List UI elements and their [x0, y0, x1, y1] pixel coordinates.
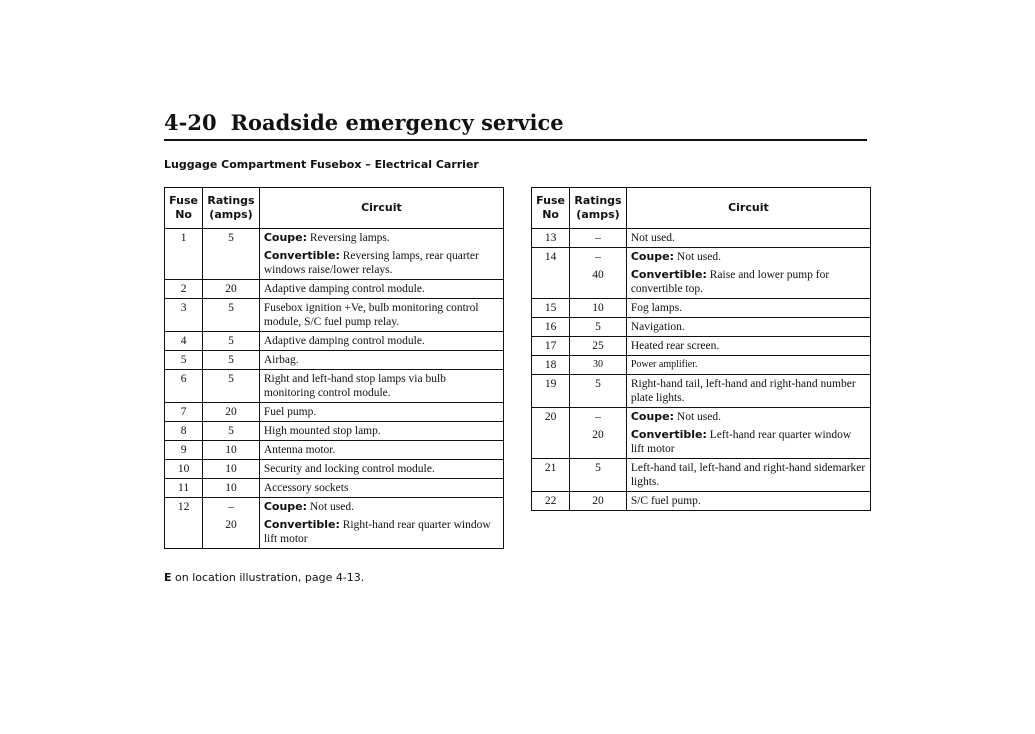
- table-row: [532, 299, 871, 318]
- circuit-description: Security and locking control module.: [263, 463, 435, 475]
- circuit-description: Fog lamps.: [630, 302, 682, 314]
- fuse-number-cell: 14: [532, 248, 570, 299]
- table-row: [532, 408, 871, 459]
- fuse-number-cell: 4: [165, 332, 203, 351]
- circuit-entry: [631, 301, 866, 315]
- circuit-cell: [259, 403, 503, 422]
- fuse-number-cell: 18: [532, 356, 570, 375]
- circuit-description: Not used.: [630, 232, 675, 244]
- circuit-description: Power amplifier.: [630, 359, 698, 370]
- circuit-cell: [626, 375, 870, 408]
- rating-value: –: [595, 411, 601, 423]
- circuit-entry: [631, 339, 866, 353]
- circuit-description: Accessory sockets: [263, 482, 349, 494]
- circuit-description: Adaptive damping control module.: [263, 335, 425, 347]
- circuit-cell: [259, 370, 503, 403]
- circuit-entry: [264, 500, 499, 514]
- rating-cell: [203, 441, 260, 460]
- circuit-description: Left-hand rear quarter window lift motor: [630, 429, 852, 455]
- circuit-entry: [631, 320, 866, 334]
- rating-cell: [203, 299, 260, 332]
- fuse-number-cell: 3: [165, 299, 203, 332]
- fuse-number-cell: 19: [532, 375, 570, 408]
- rating-value: 30: [592, 359, 603, 370]
- rating-cell: [570, 337, 627, 356]
- circuit-description: Left-hand tail, left-hand and right-hand sidemarker lights.: [630, 462, 866, 488]
- table-row: [165, 332, 504, 351]
- col-circuit: Circuit: [259, 188, 503, 229]
- fuse-number-cell: 13: [532, 229, 570, 248]
- variant-label: Convertible:: [630, 428, 707, 441]
- circuit-description: Airbag.: [263, 354, 299, 366]
- rating-value: 5: [595, 462, 601, 474]
- circuit-cell: [626, 337, 870, 356]
- rating-cell: [570, 299, 627, 318]
- circuit-description: Reversing lamps.: [307, 232, 390, 244]
- circuit-description: Right-hand tail, left-hand and right-hand number plate lights.: [630, 378, 856, 404]
- circuit-cell: [626, 299, 870, 318]
- circuit-entry: [264, 249, 499, 277]
- rating-cell: [203, 280, 260, 299]
- rating-cell: [203, 370, 260, 403]
- circuit-entry: [264, 405, 499, 419]
- table-row: [165, 299, 504, 332]
- circuit-entry: [631, 377, 866, 405]
- table-row: [532, 318, 871, 337]
- circuit-cell: [259, 299, 503, 332]
- fuse-number-cell: 10: [165, 460, 203, 479]
- fuse-number-cell: 16: [532, 318, 570, 337]
- circuit-description: Fuel pump.: [263, 406, 317, 418]
- variant-label: Convertible:: [263, 518, 340, 531]
- rating-cell: [203, 351, 260, 370]
- col-fuse-no: Fuse No: [165, 188, 203, 229]
- circuit-description: High mounted stop lamp.: [263, 425, 381, 437]
- circuit-cell: [259, 280, 503, 299]
- table-row: [165, 479, 504, 498]
- rating-value: 5: [228, 302, 234, 314]
- circuit-entry: [264, 424, 499, 438]
- rating-value: 10: [592, 302, 604, 314]
- rating-value: –: [595, 232, 601, 244]
- fuse-table-left: [164, 187, 504, 549]
- circuit-cell: [626, 459, 870, 492]
- rating-cell: [570, 356, 627, 375]
- rating-value: 20: [225, 519, 237, 531]
- variant-label: Convertible:: [263, 249, 340, 262]
- section-number: 4-20: [164, 110, 217, 135]
- circuit-cell: [626, 318, 870, 337]
- table-header-row: [165, 188, 504, 229]
- page-header: [164, 110, 867, 141]
- circuit-entry: [631, 268, 866, 296]
- fuse-number-cell: 9: [165, 441, 203, 460]
- rating-value: 20: [592, 495, 604, 507]
- rating-value: –: [595, 251, 601, 263]
- footnote: [164, 571, 364, 584]
- circuit-entry: [264, 443, 499, 457]
- circuit-entry: [631, 461, 866, 489]
- circuit-description: Not used.: [674, 251, 721, 263]
- circuit-cell: [259, 498, 503, 549]
- circuit-cell: [626, 248, 870, 299]
- rating-value: 10: [225, 463, 237, 475]
- circuit-entry: [264, 282, 499, 296]
- rating-cell: [570, 459, 627, 492]
- rating-value: 5: [595, 378, 601, 390]
- table-row: [165, 403, 504, 422]
- circuit-entry: [264, 462, 499, 476]
- page-title: Roadside emergency service: [230, 110, 564, 135]
- circuit-description: Raise and lower pump for convertible top.: [630, 269, 830, 295]
- fuse-number-cell: 2: [165, 280, 203, 299]
- circuit-description: Fusebox ignition +Ve, bulb monitoring control module, S/C fuel pump relay.: [263, 302, 479, 328]
- circuit-cell: [259, 460, 503, 479]
- circuit-cell: [626, 492, 870, 511]
- table-caption: Luggage Compartment Fusebox – Electrical Carrier: [164, 158, 479, 171]
- rating-value: 40: [592, 269, 604, 281]
- rating-cell: [203, 229, 260, 280]
- circuit-description: Reversing lamps, rear quarter windows raise/lower relays.: [263, 250, 479, 276]
- circuit-entry: [264, 481, 499, 495]
- rating-cell: [570, 408, 627, 459]
- circuit-cell: [259, 332, 503, 351]
- variant-label: Coupe:: [630, 410, 675, 423]
- circuit-entry: [631, 358, 866, 372]
- table-row: [165, 460, 504, 479]
- rating-value: 5: [228, 425, 234, 437]
- fuse-number-cell: 5: [165, 351, 203, 370]
- table-row: [165, 422, 504, 441]
- circuit-description: Adaptive damping control module.: [263, 283, 425, 295]
- fuse-number-cell: 7: [165, 403, 203, 422]
- fuse-number-cell: 15: [532, 299, 570, 318]
- fuse-number-cell: 8: [165, 422, 203, 441]
- location-marker: E: [164, 571, 172, 584]
- circuit-entry: [631, 231, 866, 245]
- rating-value: 25: [592, 340, 604, 352]
- circuit-description: Right-hand rear quarter window lift motor: [263, 519, 491, 545]
- fuse-number-cell: 1: [165, 229, 203, 280]
- rating-value: 5: [228, 335, 234, 347]
- circuit-cell: [259, 441, 503, 460]
- rating-value: 20: [225, 406, 237, 418]
- fuse-number-cell: 12: [165, 498, 203, 549]
- rating-value: 10: [225, 482, 237, 494]
- variant-label: Coupe:: [630, 250, 675, 263]
- rating-value: 5: [595, 321, 601, 333]
- rating-cell: [203, 460, 260, 479]
- circuit-entry: [631, 410, 866, 424]
- circuit-entry: [264, 231, 499, 245]
- circuit-entry: [264, 334, 499, 348]
- rating-cell: [203, 422, 260, 441]
- table-row: [165, 351, 504, 370]
- col-ratings: Ratings (amps): [570, 188, 627, 229]
- circuit-entry: [631, 428, 866, 456]
- circuit-entry: [264, 301, 499, 329]
- circuit-description: Navigation.: [630, 321, 685, 333]
- fuse-number-cell: 20: [532, 408, 570, 459]
- circuit-cell: [259, 351, 503, 370]
- table-row: [532, 459, 871, 492]
- rating-cell: [570, 492, 627, 511]
- table-row: [165, 498, 504, 549]
- fuse-number-cell: 22: [532, 492, 570, 511]
- rating-value: 5: [228, 373, 234, 385]
- rating-cell: [203, 498, 260, 549]
- col-ratings: Ratings (amps): [203, 188, 260, 229]
- fuse-table-right: [531, 187, 871, 511]
- rating-cell: [203, 479, 260, 498]
- fuse-number-cell: 17: [532, 337, 570, 356]
- rating-cell: [203, 403, 260, 422]
- rating-value: 5: [228, 232, 234, 244]
- circuit-description: Antenna motor.: [263, 444, 336, 456]
- circuit-entry: [264, 372, 499, 400]
- circuit-description: Heated rear screen.: [630, 340, 720, 352]
- circuit-description: Not used.: [674, 411, 721, 423]
- col-circuit: Circuit: [626, 188, 870, 229]
- table-row: [165, 441, 504, 460]
- circuit-entry: [264, 518, 499, 546]
- table-row: [532, 356, 871, 375]
- rating-value: 10: [225, 444, 237, 456]
- variant-label: Coupe:: [263, 231, 308, 244]
- rating-cell: [570, 229, 627, 248]
- circuit-entry: [631, 494, 866, 508]
- fuse-number-cell: 11: [165, 479, 203, 498]
- table-row: [532, 337, 871, 356]
- rating-value: 5: [228, 354, 234, 366]
- table-row: [532, 492, 871, 511]
- table-row: [165, 280, 504, 299]
- rating-value: 20: [592, 429, 604, 441]
- circuit-cell: [626, 229, 870, 248]
- circuit-cell: [626, 356, 870, 375]
- circuit-cell: [259, 422, 503, 441]
- circuit-cell: [259, 479, 503, 498]
- circuit-entry: [631, 250, 866, 264]
- circuit-description: Right and left-hand stop lamps via bulb monitoring control module.: [263, 373, 446, 399]
- fuse-number-cell: 21: [532, 459, 570, 492]
- rating-cell: [570, 248, 627, 299]
- table-row: [532, 248, 871, 299]
- variant-label: Coupe:: [263, 500, 308, 513]
- table-row: [165, 370, 504, 403]
- variant-label: Convertible:: [630, 268, 707, 281]
- footnote-text: on location illustration, page 4-13.: [171, 571, 365, 584]
- circuit-cell: [259, 229, 503, 280]
- circuit-entry: [264, 353, 499, 367]
- col-fuse-no: Fuse No: [532, 188, 570, 229]
- rating-cell: [570, 375, 627, 408]
- table-row: [532, 375, 871, 408]
- rating-cell: [203, 332, 260, 351]
- table-row: [165, 229, 504, 280]
- circuit-cell: [626, 408, 870, 459]
- rating-cell: [570, 318, 627, 337]
- fuse-number-cell: 6: [165, 370, 203, 403]
- circuit-description: S/C fuel pump.: [630, 495, 701, 507]
- circuit-description: Not used.: [307, 501, 354, 513]
- rating-value: –: [228, 501, 234, 513]
- rating-value: 20: [225, 283, 237, 295]
- table-header-row: [532, 188, 871, 229]
- table-row: [532, 229, 871, 248]
